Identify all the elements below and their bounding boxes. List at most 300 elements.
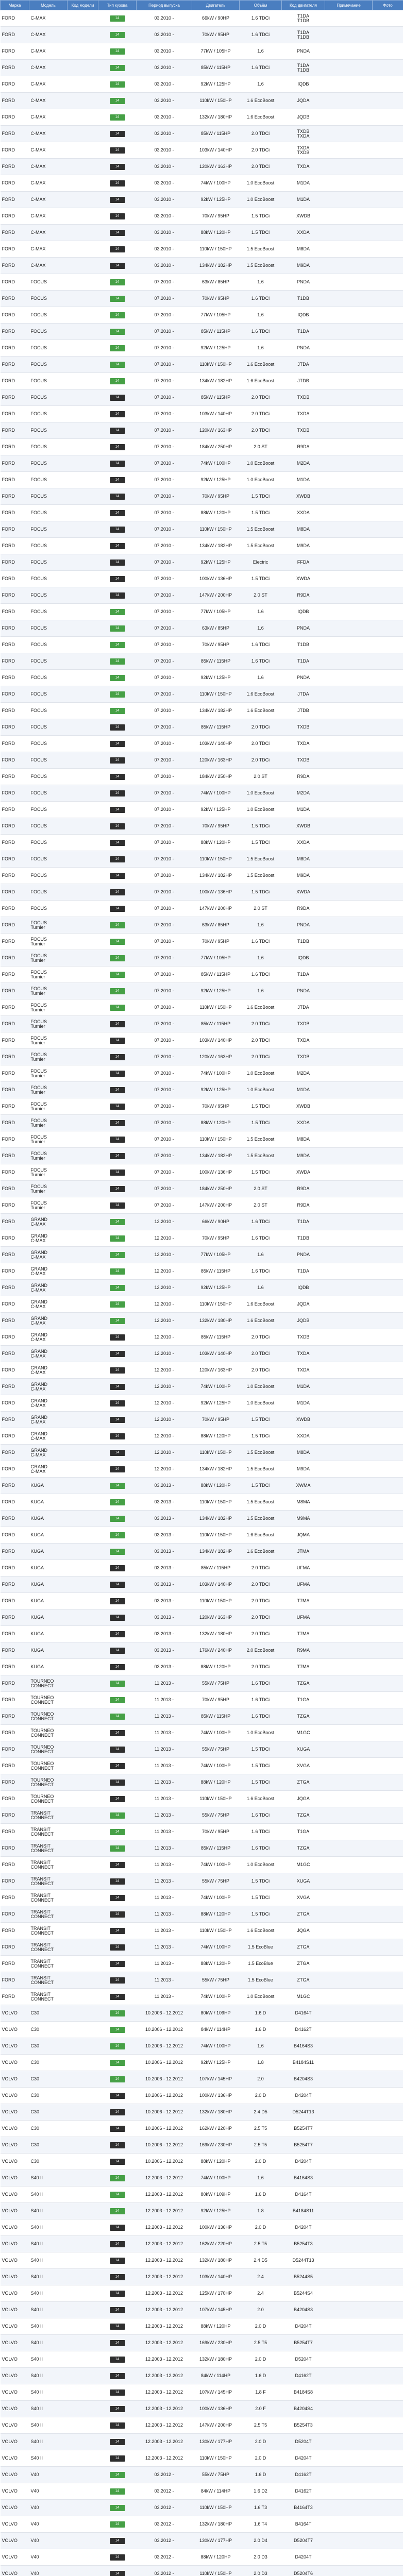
body-type-badge: 14 <box>110 461 125 467</box>
years-cell: 134kW / 182HP <box>192 868 240 884</box>
table-row <box>1 1544 403 1560</box>
engine-code-cell <box>325 1642 373 1659</box>
engine-cell: XWMA <box>282 1478 325 1494</box>
body-cell: 07.2010 - <box>137 868 192 884</box>
table-row <box>1 1428 403 1445</box>
years-cell: 85kW / 115HP <box>192 126 240 142</box>
make-cell: FORD <box>1 422 29 439</box>
note-cell <box>373 2055 403 2071</box>
badge-cell <box>98 455 137 472</box>
model-cell: KUGA <box>29 1560 68 1577</box>
note-cell <box>373 1197 403 1214</box>
badge-cell <box>98 1791 137 1807</box>
power-cell: 2.0 TDCi <box>240 1329 282 1346</box>
table-row <box>1 1527 403 1544</box>
years-cell: 85kW / 115HP <box>192 1329 240 1346</box>
note-cell <box>373 1626 403 1642</box>
engine-cell: TXDA <box>282 1032 325 1049</box>
table-row <box>1 1626 403 1642</box>
body-cell: 07.2010 - <box>137 373 192 389</box>
model-cell: C30 <box>29 2121 68 2137</box>
body-type-badge: 14 <box>110 1747 125 1753</box>
table-row <box>1 2055 403 2071</box>
table-row <box>1 521 403 538</box>
badge-cell <box>98 1428 137 1445</box>
engine-cell: PNDA <box>282 670 325 686</box>
make-cell: FORD <box>1 472 29 488</box>
engine-code-cell <box>325 999 373 1016</box>
badge-cell <box>98 291 137 307</box>
power-cell: 2.0 TDCi <box>240 719 282 736</box>
body-cell: 03.2013 - <box>137 1560 192 1577</box>
code-cell <box>68 1609 98 1626</box>
note-cell <box>373 208 403 225</box>
power-cell: 1.5 EcoBoost <box>240 241 282 258</box>
badge-cell <box>98 736 137 752</box>
badge-cell <box>98 1395 137 1412</box>
engine-cell: B4204S4 <box>282 2401 325 2417</box>
badge-cell <box>98 1923 137 1939</box>
code-cell <box>68 1049 98 1065</box>
engine-cell: T7MA <box>282 1626 325 1642</box>
make-cell: FORD <box>1 373 29 389</box>
note-cell <box>373 1511 403 1527</box>
engine-code-cell <box>325 1659 373 1675</box>
engine-cell: B4164T <box>282 2516 325 2533</box>
model-cell: S40 II <box>29 2219 68 2236</box>
engine-cell: M9DA <box>282 538 325 554</box>
badge-cell <box>98 439 137 455</box>
make-cell: FORD <box>1 901 29 917</box>
years-cell: 110kW / 150HP <box>192 521 240 538</box>
note-cell <box>373 554 403 571</box>
body-cell: 07.2010 - <box>137 967 192 983</box>
table-row <box>1 1049 403 1065</box>
note-cell <box>373 2533 403 2549</box>
code-cell <box>68 192 98 208</box>
note-cell <box>373 1675 403 1692</box>
badge-cell <box>98 2351 137 2368</box>
note-cell <box>373 1346 403 1362</box>
years-cell: 74kW / 100HP <box>192 1065 240 1082</box>
make-cell: FORD <box>1 1197 29 1214</box>
engine-cell: T7MA <box>282 1659 325 1675</box>
model-cell: FOCUS <box>29 769 68 785</box>
make-cell: VOLVO <box>1 2071 29 2088</box>
body-cell: 07.2010 - <box>137 835 192 851</box>
model-cell: TRANSIT CONNECT <box>29 1989 68 2005</box>
power-cell: 2.0 D3 <box>240 2566 282 2576</box>
badge-cell <box>98 802 137 818</box>
code-cell <box>68 439 98 455</box>
badge-cell <box>98 2533 137 2549</box>
table-row <box>1 1230 403 1247</box>
body-type-badge: 14 <box>110 1895 125 1901</box>
badge-cell <box>98 1956 137 1972</box>
power-cell: 2.0 EcoBoost <box>240 1642 282 1659</box>
code-cell <box>68 1642 98 1659</box>
model-cell: KUGA <box>29 1659 68 1675</box>
body-cell: 11.2013 - <box>137 1741 192 1758</box>
body-type-badge: 14 <box>110 1532 125 1538</box>
engine-cell: ZTGA <box>282 1956 325 1972</box>
column-header: Модель <box>29 1 68 10</box>
engine-code-cell <box>325 2187 373 2203</box>
code-cell <box>68 2401 98 2417</box>
make-cell: VOLVO <box>1 2285 29 2302</box>
body-cell: 10.2006 - 12.2012 <box>137 2104 192 2121</box>
body-cell: 07.2010 - <box>137 340 192 357</box>
model-cell: GRAND C-MAX <box>29 1379 68 1395</box>
power-cell: 2.0 TDCi <box>240 1577 282 1593</box>
note-cell <box>373 258 403 274</box>
engine-code-cell <box>325 818 373 835</box>
body-type-badge: 14 <box>110 2340 125 2346</box>
engine-cell: T1DB <box>282 1230 325 1247</box>
engine-cell: T1GA <box>282 1692 325 1708</box>
code-cell <box>68 2302 98 2318</box>
table-row <box>1 1131 403 1148</box>
note-cell <box>373 324 403 340</box>
power-cell: 1.6 D2 <box>240 2483 282 2500</box>
body-type-badge: 14 <box>110 1038 125 1044</box>
make-cell: VOLVO <box>1 2038 29 2055</box>
years-cell: 110kW / 150HP <box>192 1494 240 1511</box>
make-cell: VOLVO <box>1 2088 29 2104</box>
note-cell <box>373 1708 403 1725</box>
note-cell <box>373 818 403 835</box>
note-cell <box>373 587 403 604</box>
power-cell: 2.0 TDCi <box>240 1659 282 1675</box>
engine-code-cell <box>325 736 373 752</box>
table-row <box>1 2351 403 2368</box>
note-cell <box>373 1791 403 1807</box>
power-cell: 1.6 TDCi <box>240 27 282 43</box>
note-cell <box>373 2417 403 2434</box>
make-cell: VOLVO <box>1 2549 29 2566</box>
note-cell <box>373 1280 403 1296</box>
table-row <box>1 818 403 835</box>
note-cell <box>373 620 403 637</box>
model-cell: FOCUS <box>29 802 68 818</box>
body-cell: 07.2010 - <box>137 1131 192 1148</box>
note-cell <box>373 1906 403 1923</box>
body-cell: 11.2013 - <box>137 1725 192 1741</box>
table-row <box>1 1511 403 1527</box>
model-cell: V40 <box>29 2549 68 2566</box>
badge-cell <box>98 324 137 340</box>
body-cell: 07.2010 - <box>137 505 192 521</box>
body-type-badge: 14 <box>110 1598 125 1604</box>
note-cell <box>373 1445 403 1461</box>
engine-code-cell <box>325 1461 373 1478</box>
model-cell: FOCUS Turnier <box>29 950 68 967</box>
years-cell: 63kW / 85HP <box>192 274 240 291</box>
engine-code-cell <box>325 521 373 538</box>
badge-cell <box>98 1230 137 1247</box>
note-cell <box>373 2401 403 2417</box>
engine-code-cell <box>325 1741 373 1758</box>
code-cell <box>68 1263 98 1280</box>
code-cell <box>68 1247 98 1263</box>
badge-cell <box>98 2005 137 2022</box>
engine-code-cell <box>325 917 373 934</box>
engine-cell: M1DA <box>282 472 325 488</box>
code-cell <box>68 1890 98 1906</box>
engine-cell: XXDA <box>282 225 325 241</box>
power-cell: 1.5 TDCi <box>240 884 282 901</box>
engine-code-cell <box>325 884 373 901</box>
engine-cell: UFMA <box>282 1609 325 1626</box>
body-cell: 12.2010 - <box>137 1313 192 1329</box>
power-cell: 1.0 EcoBoost <box>240 472 282 488</box>
power-cell: 2.0 TDCi <box>240 389 282 406</box>
engine-cell: TZGA <box>282 1807 325 1824</box>
table-row <box>1 736 403 752</box>
badge-cell <box>98 1164 137 1181</box>
code-cell <box>68 159 98 175</box>
years-cell: 92kW / 125HP <box>192 192 240 208</box>
years-cell: 88kW / 120HP <box>192 1906 240 1923</box>
years-cell: 147kW / 200HP <box>192 901 240 917</box>
make-cell: FORD <box>1 1280 29 1296</box>
make-cell: VOLVO <box>1 2533 29 2549</box>
body-type-badge: 14 <box>110 1549 125 1555</box>
note-cell <box>373 1972 403 1989</box>
badge-cell <box>98 406 137 422</box>
body-cell: 07.2010 - <box>137 851 192 868</box>
badge-cell <box>98 2203 137 2219</box>
body-type-badge: 14 <box>110 65 125 71</box>
body-cell: 03.2012 - <box>137 2467 192 2483</box>
power-cell: 2.0 D <box>240 2154 282 2170</box>
years-cell: 92kW / 125HP <box>192 983 240 999</box>
note-cell <box>373 802 403 818</box>
body-cell: 03.2010 - <box>137 258 192 274</box>
body-type-badge: 14 <box>110 1466 125 1472</box>
engine-cell: T1DB <box>282 934 325 950</box>
body-type-badge: 14 <box>110 164 125 170</box>
years-cell: 55kW / 75HP <box>192 1741 240 1758</box>
table-row <box>1 2450 403 2467</box>
model-cell: FOCUS <box>29 835 68 851</box>
engine-code-cell <box>325 2417 373 2434</box>
make-cell: FORD <box>1 521 29 538</box>
table-row <box>1 2533 403 2549</box>
model-cell: FOCUS <box>29 340 68 357</box>
engine-cell: B5254T3 <box>282 2417 325 2434</box>
make-cell: FORD <box>1 1791 29 1807</box>
engine-cell: JQDB <box>282 109 325 126</box>
body-cell: 03.2010 - <box>137 159 192 175</box>
badge-cell <box>98 1560 137 1577</box>
years-cell: 74kW / 100HP <box>192 1939 240 1956</box>
years-cell: 110kW / 150HP <box>192 2450 240 2467</box>
table-row <box>1 2318 403 2335</box>
body-cell: 07.2010 - <box>137 291 192 307</box>
body-cell: 07.2010 - <box>137 653 192 670</box>
code-cell <box>68 472 98 488</box>
note-cell <box>373 291 403 307</box>
note-cell <box>373 1577 403 1593</box>
code-cell <box>68 538 98 554</box>
engine-code-cell <box>325 1181 373 1197</box>
note-cell <box>373 719 403 736</box>
engine-cell: M1DA <box>282 175 325 192</box>
note-cell <box>373 1725 403 1741</box>
body-type-badge: 14 <box>110 1450 125 1456</box>
make-cell: FORD <box>1 1692 29 1708</box>
body-cell: 12.2010 - <box>137 1379 192 1395</box>
body-cell: 12.2003 - 12.2012 <box>137 2351 192 2368</box>
power-cell: 2.0 TDCi <box>240 142 282 159</box>
code-cell <box>68 2038 98 2055</box>
code-cell <box>68 571 98 587</box>
make-cell: VOLVO <box>1 2483 29 2500</box>
code-cell <box>68 142 98 159</box>
engine-code-cell <box>325 2467 373 2483</box>
badge-cell <box>98 670 137 686</box>
body-cell: 07.2010 - <box>137 818 192 835</box>
model-cell: TRANSIT CONNECT <box>29 1807 68 1824</box>
years-cell: 169kW / 230HP <box>192 2137 240 2154</box>
code-cell <box>68 1544 98 1560</box>
years-cell: 84kW / 114HP <box>192 2368 240 2384</box>
note-cell <box>373 1247 403 1263</box>
code-cell <box>68 1313 98 1329</box>
body-type-badge: 14 <box>110 1351 125 1357</box>
model-cell: FOCUS Turnier <box>29 1164 68 1181</box>
code-cell <box>68 1939 98 1956</box>
table-row <box>1 307 403 324</box>
badge-cell <box>98 1807 137 1824</box>
body-cell: 03.2012 - <box>137 2549 192 2566</box>
model-cell: FOCUS Turnier <box>29 1049 68 1065</box>
body-cell: 07.2010 - <box>137 587 192 604</box>
code-cell <box>68 587 98 604</box>
body-cell: 07.2010 - <box>137 1181 192 1197</box>
engine-code-cell <box>325 785 373 802</box>
engine-code-cell <box>325 2038 373 2055</box>
engine-cell: D4164T <box>282 2005 325 2022</box>
note-cell <box>373 109 403 126</box>
body-cell: 03.2012 - <box>137 2533 192 2549</box>
table-row <box>1 340 403 357</box>
note-cell <box>373 2566 403 2576</box>
body-cell: 07.2010 - <box>137 1164 192 1181</box>
badge-cell <box>98 653 137 670</box>
power-cell: 2.0 TDCi <box>240 159 282 175</box>
body-cell: 10.2006 - 12.2012 <box>137 2005 192 2022</box>
body-type-badge: 14 <box>110 1235 125 1242</box>
code-cell <box>68 851 98 868</box>
table-row <box>1 1593 403 1609</box>
code-cell <box>68 1626 98 1642</box>
badge-cell <box>98 2384 137 2401</box>
model-cell: C30 <box>29 2038 68 2055</box>
table-row <box>1 1016 403 1032</box>
table-row <box>1 1873 403 1890</box>
power-cell: 2.4 <box>240 2285 282 2302</box>
years-cell: 103kW / 140HP <box>192 1032 240 1049</box>
years-cell: 85kW / 115HP <box>192 389 240 406</box>
note-cell <box>373 142 403 159</box>
model-cell: S40 II <box>29 2450 68 2467</box>
engine-code-cell <box>325 2137 373 2154</box>
model-cell: FOCUS <box>29 604 68 620</box>
body-type-badge: 14 <box>110 2406 125 2412</box>
code-cell <box>68 703 98 719</box>
model-cell: GRAND C-MAX <box>29 1461 68 1478</box>
code-cell <box>68 2170 98 2187</box>
body-cell: 03.2013 - <box>137 1642 192 1659</box>
body-cell: 07.2010 - <box>137 1032 192 1049</box>
table-row <box>1 554 403 571</box>
note-cell <box>373 2483 403 2500</box>
engine-code-cell <box>325 1758 373 1774</box>
years-cell: 176kW / 240HP <box>192 1642 240 1659</box>
note-cell <box>373 1659 403 1675</box>
badge-cell <box>98 1362 137 1379</box>
table-row <box>1 1494 403 1511</box>
badge-cell <box>98 2285 137 2302</box>
code-cell <box>68 1280 98 1296</box>
note-cell <box>373 1527 403 1544</box>
badge-cell <box>98 521 137 538</box>
make-cell: VOLVO <box>1 2137 29 2154</box>
make-cell: VOLVO <box>1 2269 29 2285</box>
body-type-badge: 14 <box>110 1714 125 1720</box>
body-cell: 07.2010 - <box>137 917 192 934</box>
body-type-badge: 14 <box>110 576 125 582</box>
badge-cell <box>98 1445 137 1461</box>
power-cell: 1.6 EcoBoost <box>240 1544 282 1560</box>
body-type-badge: 14 <box>110 81 125 88</box>
note-cell <box>373 2516 403 2533</box>
power-cell: 2.0 TDCi <box>240 422 282 439</box>
make-cell: FORD <box>1 274 29 291</box>
body-cell: 11.2013 - <box>137 1989 192 2005</box>
badge-cell <box>98 1857 137 1873</box>
note-cell <box>373 686 403 703</box>
badge-cell <box>98 472 137 488</box>
code-cell <box>68 950 98 967</box>
years-cell: 162kW / 220HP <box>192 2121 240 2137</box>
body-type-badge: 14 <box>110 213 125 219</box>
engine-cell: JTDA <box>282 686 325 703</box>
body-type-badge: 14 <box>110 2357 125 2363</box>
note-cell <box>373 505 403 521</box>
make-cell: VOLVO <box>1 2566 29 2576</box>
power-cell: 1.6 TDCi <box>240 967 282 983</box>
body-type-badge: 14 <box>110 1763 125 1769</box>
model-cell: FOCUS Turnier <box>29 1082 68 1098</box>
column-header: Период выпуска <box>137 1 192 10</box>
model-cell: KUGA <box>29 1609 68 1626</box>
years-cell: 100kW / 136HP <box>192 571 240 587</box>
code-cell <box>68 175 98 192</box>
model-cell: FOCUS <box>29 868 68 884</box>
years-cell: 88kW / 120HP <box>192 1659 240 1675</box>
years-cell: 88kW / 120HP <box>192 835 240 851</box>
engine-code-cell <box>325 1131 373 1148</box>
body-type-badge: 14 <box>110 477 125 483</box>
engine-cell: IQDB <box>282 1280 325 1296</box>
years-cell: 77kW / 105HP <box>192 950 240 967</box>
body-type-badge: 14 <box>110 1648 125 1654</box>
body-type-badge: 14 <box>110 625 125 632</box>
table-row <box>1 1923 403 1939</box>
